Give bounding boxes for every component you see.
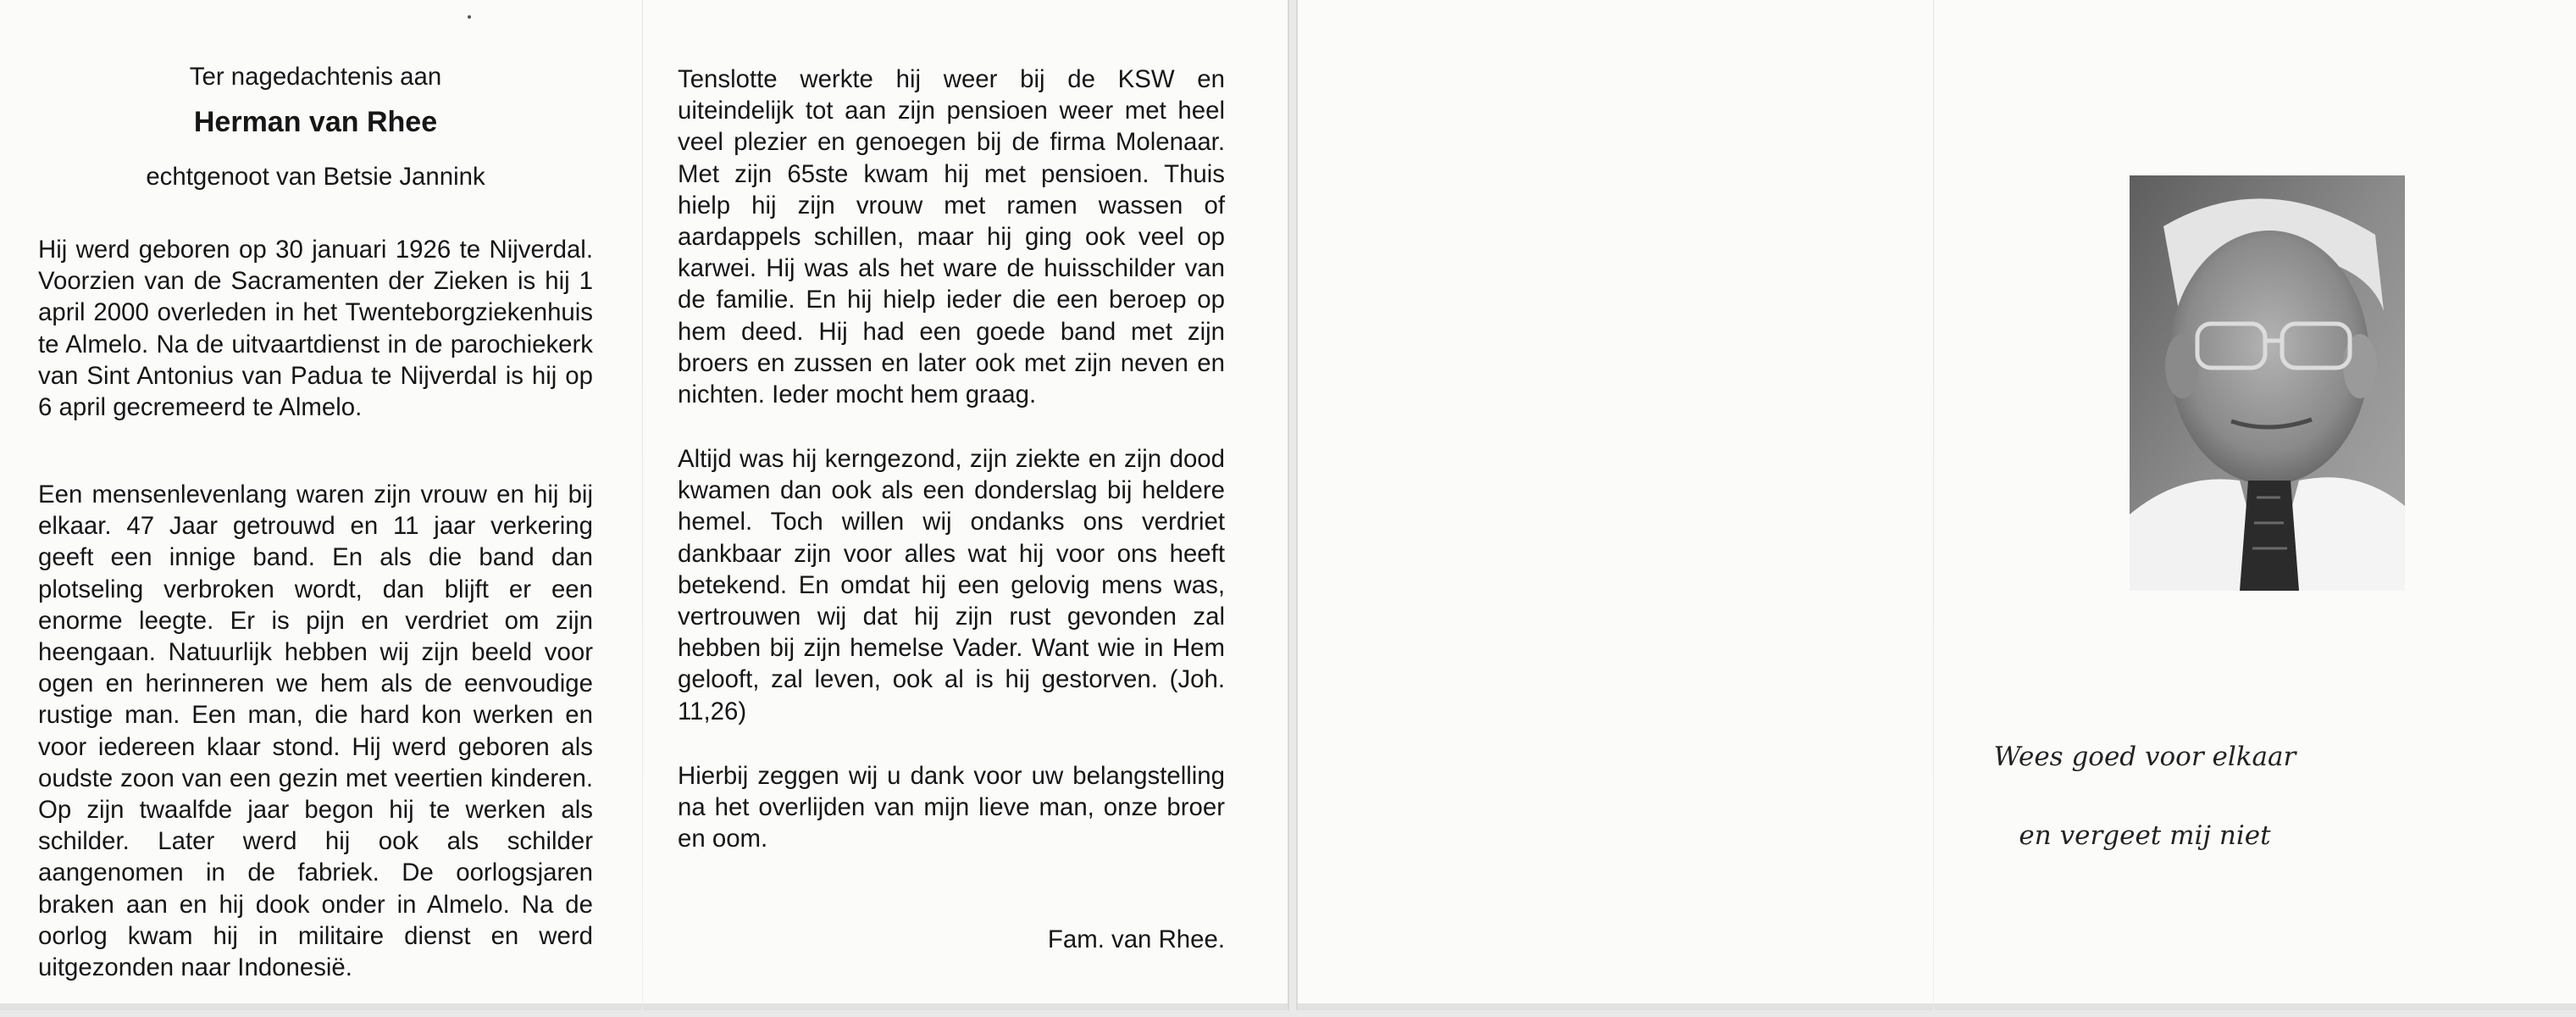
spouse-line: echtgenoot van Betsie Jannink (146, 163, 485, 191)
family-signature: Fam. van Rhee. (1047, 925, 1225, 953)
faith-paragraph: Altijd was hij kerngezond, zijn ziekte en zijn dood kwamen dan ook als een donderslag bij heldere hemel. Toch willen wij ondanks ons verdriet dankbaar zijn voor alles wat hij voor ons heeft betekend. En omdat hij een gelovig mens was, vertrouwen wij dat hij zijn rust gevonden zal hebben bij zijn hemelse Vader. Want wie in Hem gelooft, zal leven, ook al is hij gestorven. (Joh. 11,26) (678, 445, 1225, 725)
life-story-paragraph: Een mensenlevenlang waren zijn vrouw en hij bij elkaar. 47 Jaar getrouwd en 11 jaar verkering geeft een innige band. En als die band dan plotseling verbroken wordt, dan blijft er een enorme leegte. Er is pijn en verdriet om zijn heengaan. Natuurlijk hebben wij zijn beeld voor ogen en herinneren we hem als de eenvoudige rustige man. Een man, die hard kon werken en voor iedereen klaar stond. Hij werd geboren als oudste zoon van een gezin met veertien kinderen. Op zijn twaalfde jaar begon hij te werken als schilder. Later werd hij ook als schilder aangenomen in de fabriek. De oorlogsjaren braken aan en hij dook onder in Almelo. Na de oorlog kwam hij in militaire dienst en werd uitgezonden naar Indonesië. (38, 481, 593, 982)
verse-line-2: en vergeet mij niet (2019, 820, 2271, 851)
career-paragraph: Tenslotte werkte hij weer bij de KSW en uiteindelijk tot aan zijn pensioen weer met heel veel plezier en genoegen bij de firma Molenaar. Met zijn 65ste kwam hij met pensioen. Thuis hielp hij zijn vrouw met ramen wassen of aardappels schillen, maar hij ging ook veel op karwei. Hij was als het ware de huisschilder van de familie. En hij hielp ieder die een beroep op hem deed. Hij had een goede band met zijn broers en zussen en later ook met zijn neven en nichten. Ieder mocht hem graag. (678, 65, 1225, 409)
dust-speck (468, 15, 471, 19)
card-outside-spread (1296, 0, 2576, 1010)
portrait-photo (2130, 175, 2405, 591)
verse-line-1: Wees goed voor elkaar (1993, 742, 2296, 772)
deceased-name: Herman van Rhee (193, 106, 438, 138)
thanks-paragraph: Hierbij zeggen wij u dank voor uw belangstelling na het overlijden van mijn lieve man, onze broer en oom. (678, 762, 1225, 853)
portrait-illustration (2130, 175, 2405, 591)
birth-death-paragraph: Hij werd geboren op 30 januari 1926 te Nijverdal. Voorzien van de Sacramenten der Zieken is hij 1 april 2000 overleden in het Twenteborgziekenhuis te Almelo. Na de uitvaartdienst in de parochiekerk van Sint Antonius van Padua te Nijverdal is hij op 6 april gecremeerd te Almelo. (38, 236, 593, 422)
header-intro: Ter nagedachtenis aan (189, 63, 442, 91)
card-inside-spread (0, 0, 1289, 1010)
paper-edge (1298, 1003, 2576, 1010)
paper-edge (0, 1003, 1288, 1010)
